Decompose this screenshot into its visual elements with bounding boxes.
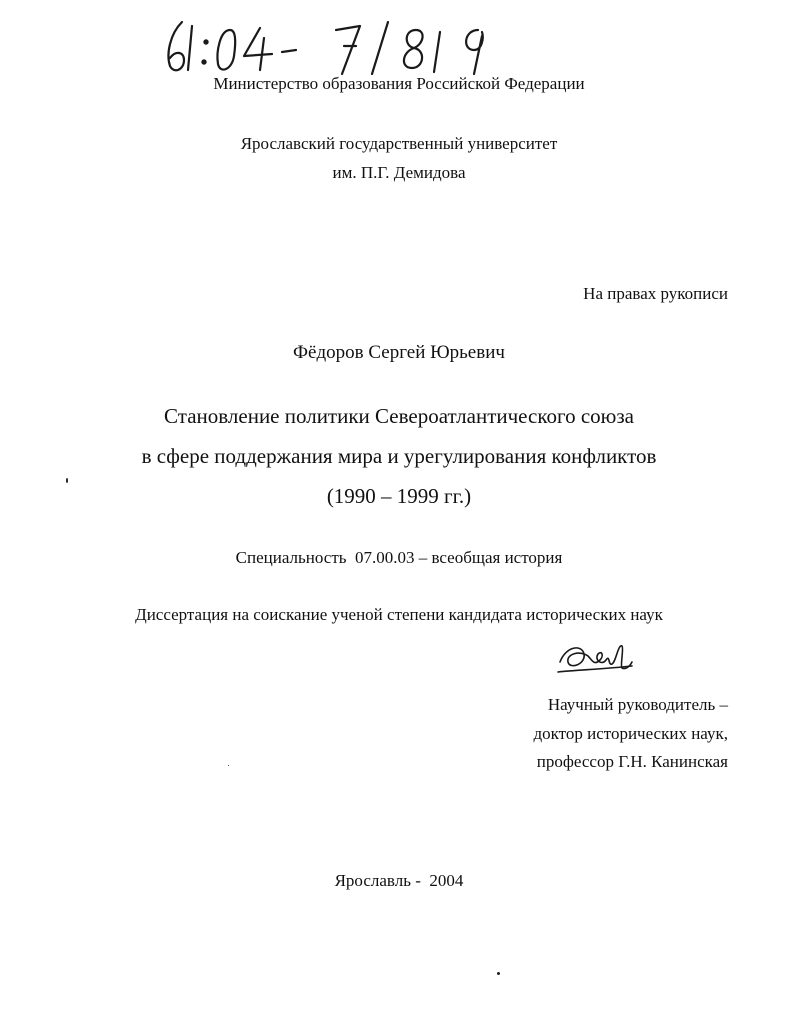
university-name-dedication: им. П.Г. Демидова [332, 163, 466, 182]
place-and-year: Ярославль - 2004 [334, 871, 464, 890]
specialty-line: Специальность 07.00.03 – всеобщая история [235, 548, 563, 567]
scan-speck [66, 478, 68, 483]
supervisor-name: профессор Г.Н. Канинская [536, 752, 728, 771]
manuscript-note: На правах рукописи [583, 284, 728, 303]
handwritten-archive-code [160, 8, 520, 78]
ministry-heading: Министерство образования Российской Федерации [213, 74, 585, 93]
university-name: Ярославский государственный университет [240, 134, 558, 153]
scan-speck [228, 765, 229, 766]
supervisor-degree: доктор исторических наук, [533, 724, 728, 743]
supervisor-signature [556, 636, 636, 684]
supervisor-role: Научный руководитель – [547, 695, 728, 714]
scan-speck [497, 972, 500, 975]
dissertation-title-line-2: в сфере поддержания мира и урегулирования конфликтов [141, 444, 657, 468]
author-name: Фёдоров Сергей Юрьевич [293, 342, 505, 363]
dissertation-type: Диссертация на соискание ученой степени кандидата исторических наук [135, 605, 663, 624]
dissertation-title-line-3: (1990 – 1999 гг.) [326, 484, 472, 508]
dissertation-title-line-1: Становление политики Североатлантического союза [164, 404, 634, 428]
